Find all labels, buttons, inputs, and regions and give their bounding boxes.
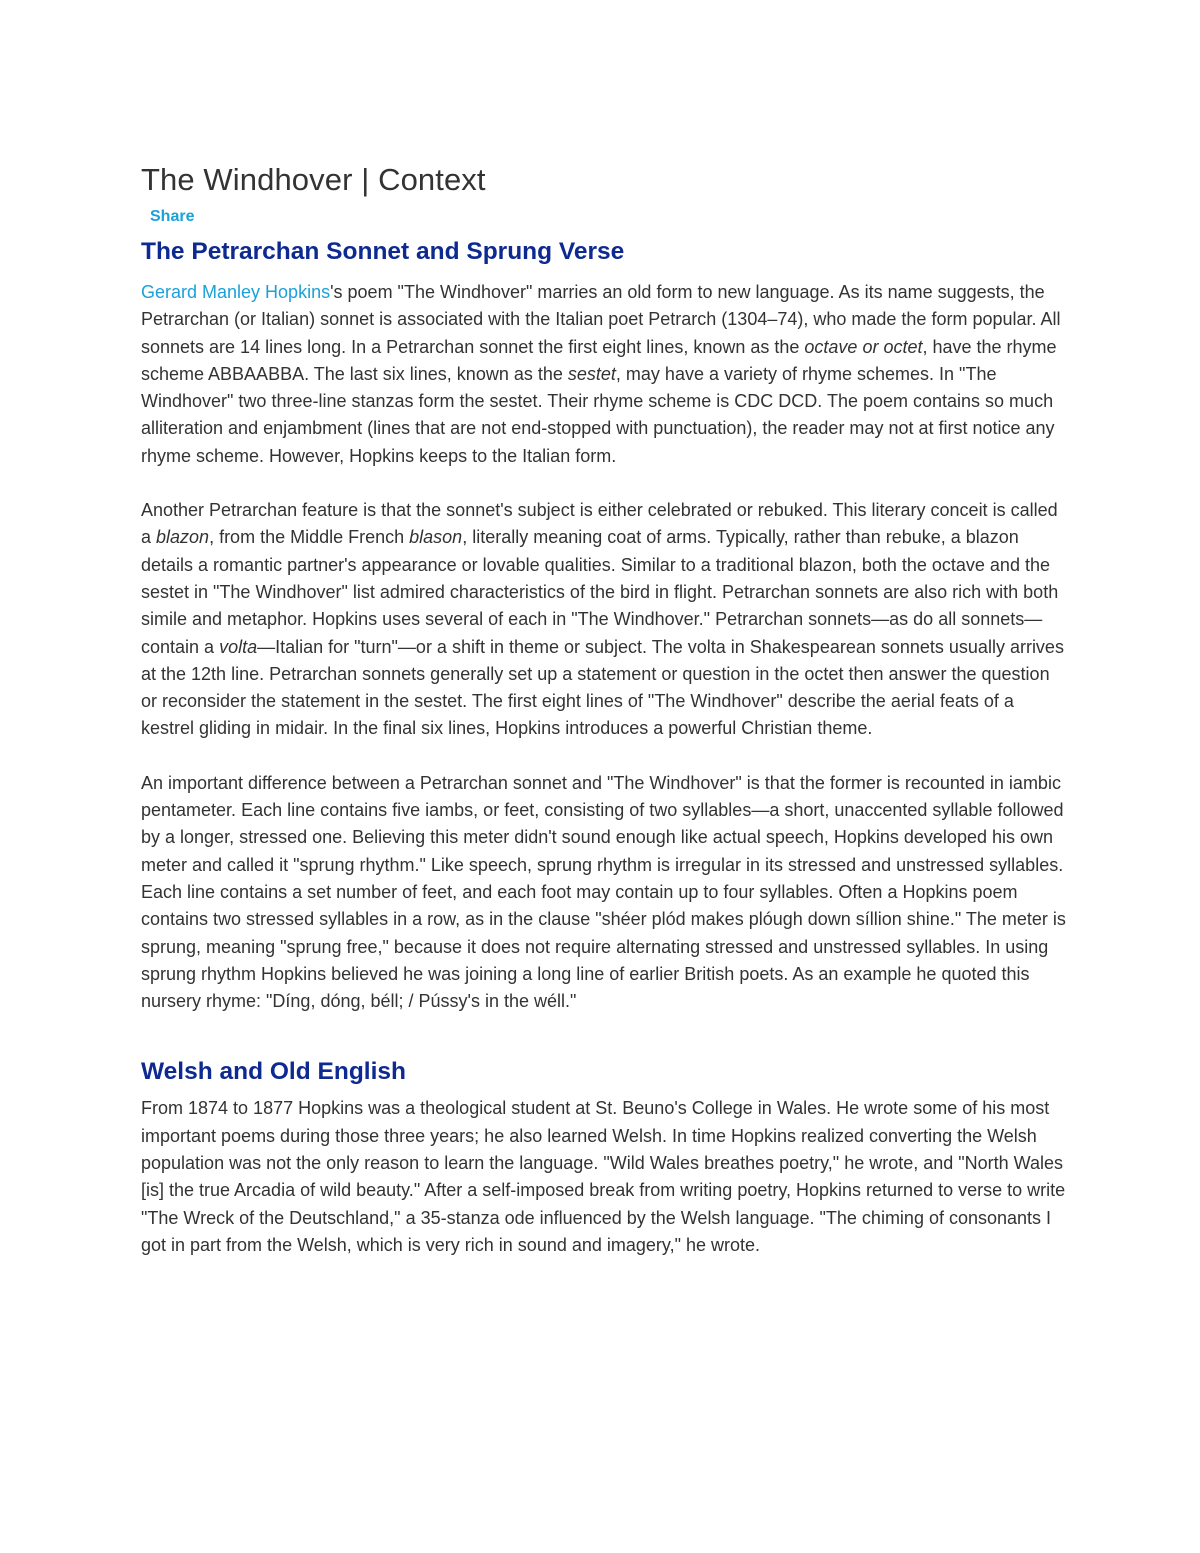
paragraph-1-text-b: , have the rhyme scheme ABBAABBA. The last six lines, known as the [141,336,1057,384]
section-spacer [141,1015,1066,1055]
paragraph-1-italic-b: sestet [567,363,616,384]
paragraph-2-italic-a: blazon [156,527,210,548]
section-heading-petrarchan: The Petrarchan Sonnet and Sprung Verse [141,238,625,265]
paragraph-2-text-c: , literally meaning coat of arms. Typically, rather than rebuke, a blazon details a romantic partner's appearance or lovable qualities. Similar to a traditional blazon, both the octave and the sestet in "The Windhover" list admired characteristics of the bird in flight. Petrarchan sonnets are also rich with both simile and metaphor. Hopkins uses several of each in "The Windhover." Petrarchan sonnets—as do all sonnets—contain a [141,527,1059,657]
paragraph-4: From 1874 to 1877 Hopkins was a theological student at St. Beuno's College in Wales. He wrote some of his most important poems during those three years; he also learned Welsh. In time Hopkins realized converting the Welsh population was not the only reason to learn the language. "Wild Wales breathes poetry," he wrote, and "North Wales [is] the true Arcadia of wild beauty." After a self-imposed break from writing poetry, Hopkins returned to verse to write "The Wreck of the Deutschland," a 35-stanza ode influenced by the Welsh language. "The chiming of consonants I got in part from the Welsh, which is very rich in sound and imagery," he wrote. [141,1098,1066,1255]
paragraph-2-text-a: Another Petrarchan feature is that the sonnet's subject is either celebrated or rebuked. This literary conceit is called a [141,500,1058,548]
paragraph-2-italic-c: volta [219,636,258,657]
paragraph-3: An important difference between a Petrarchan sonnet and "The Windhover" is that the former is recounted in iambic pentameter. Each line contains five iambs, or feet, consisting of two syllables—a short, unaccented syllable followed by a longer, stressed one. Believing this meter didn't sound enough like actual speech, Hopkins developed his own meter and called it "sprung rhythm." Like speech, sprung rhythm is irregular in its stressed and unstressed syllables. Each line contains a set number of feet, and each foot may contain up to four syllables. Often a Hopkins poem contains two stressed syllables in a row, as in the clause "shéer plód makes plóugh down síllion shine." The meter is sprung, meaning "sprung free," because it does not require alternating stressed and unstressed syllables. In using sprung rhythm Hopkins believed he was joining a long line of earlier British poets. As an example he quoted this nursery rhyme: "Díng, dóng, béll; / Pússy's in the wéll." [141,772,1066,1012]
paragraph-1-text-a: 's poem "The Windhover" marries an old form to new language. As its name suggests, the Petrarchan (or Italian) sonnet is associated with the Italian poet Petrarch (1304–74), who made the form popular. All sonnets are 14 lines long. In a Petrarchan sonnet the first eight lines, known as the [141,282,1061,357]
paragraph-2-text-d: —Italian for "turn"—or a shift in theme or subject. The volta in Shakespearean sonnets usually arrives at the 12th line. Petrarchan sonnets generally set up a statement or question in the octet then answer the question or reconsider the statement in the sestet. The first eight lines of "The Windhover" describe the aerial feats of a kestrel gliding in midair. In the final six lines, Hopkins introduces a powerful Christian theme. [141,636,1064,739]
paragraph-2 [141,497,1066,743]
paragraph-1-text-c: , may have a variety of rhyme schemes. In "The Windhover" two three-line stanzas form the sestet. Their rhyme scheme is CDC DCD. The poem contains so much alliteration and enjambment (lines that are not end-stopped with punctuation), the reader may not at first notice any rhyme scheme. However, Hopkins keeps to the Italian form. [141,363,1055,466]
paragraph-1 [141,279,1066,470]
share-link[interactable]: Share [150,208,195,225]
paragraph-1-italic-a: octave or octet [804,336,923,357]
document-page [141,158,1066,1259]
section-heading-welsh: Welsh and Old English [141,1058,406,1086]
paragraph-2-italic-b: blason [409,527,463,548]
page-title: The Windhover | Context [141,162,486,197]
paragraph-2-text-b: , from the Middle French [209,527,410,548]
author-link[interactable]: Gerard Manley Hopkins [141,282,331,302]
